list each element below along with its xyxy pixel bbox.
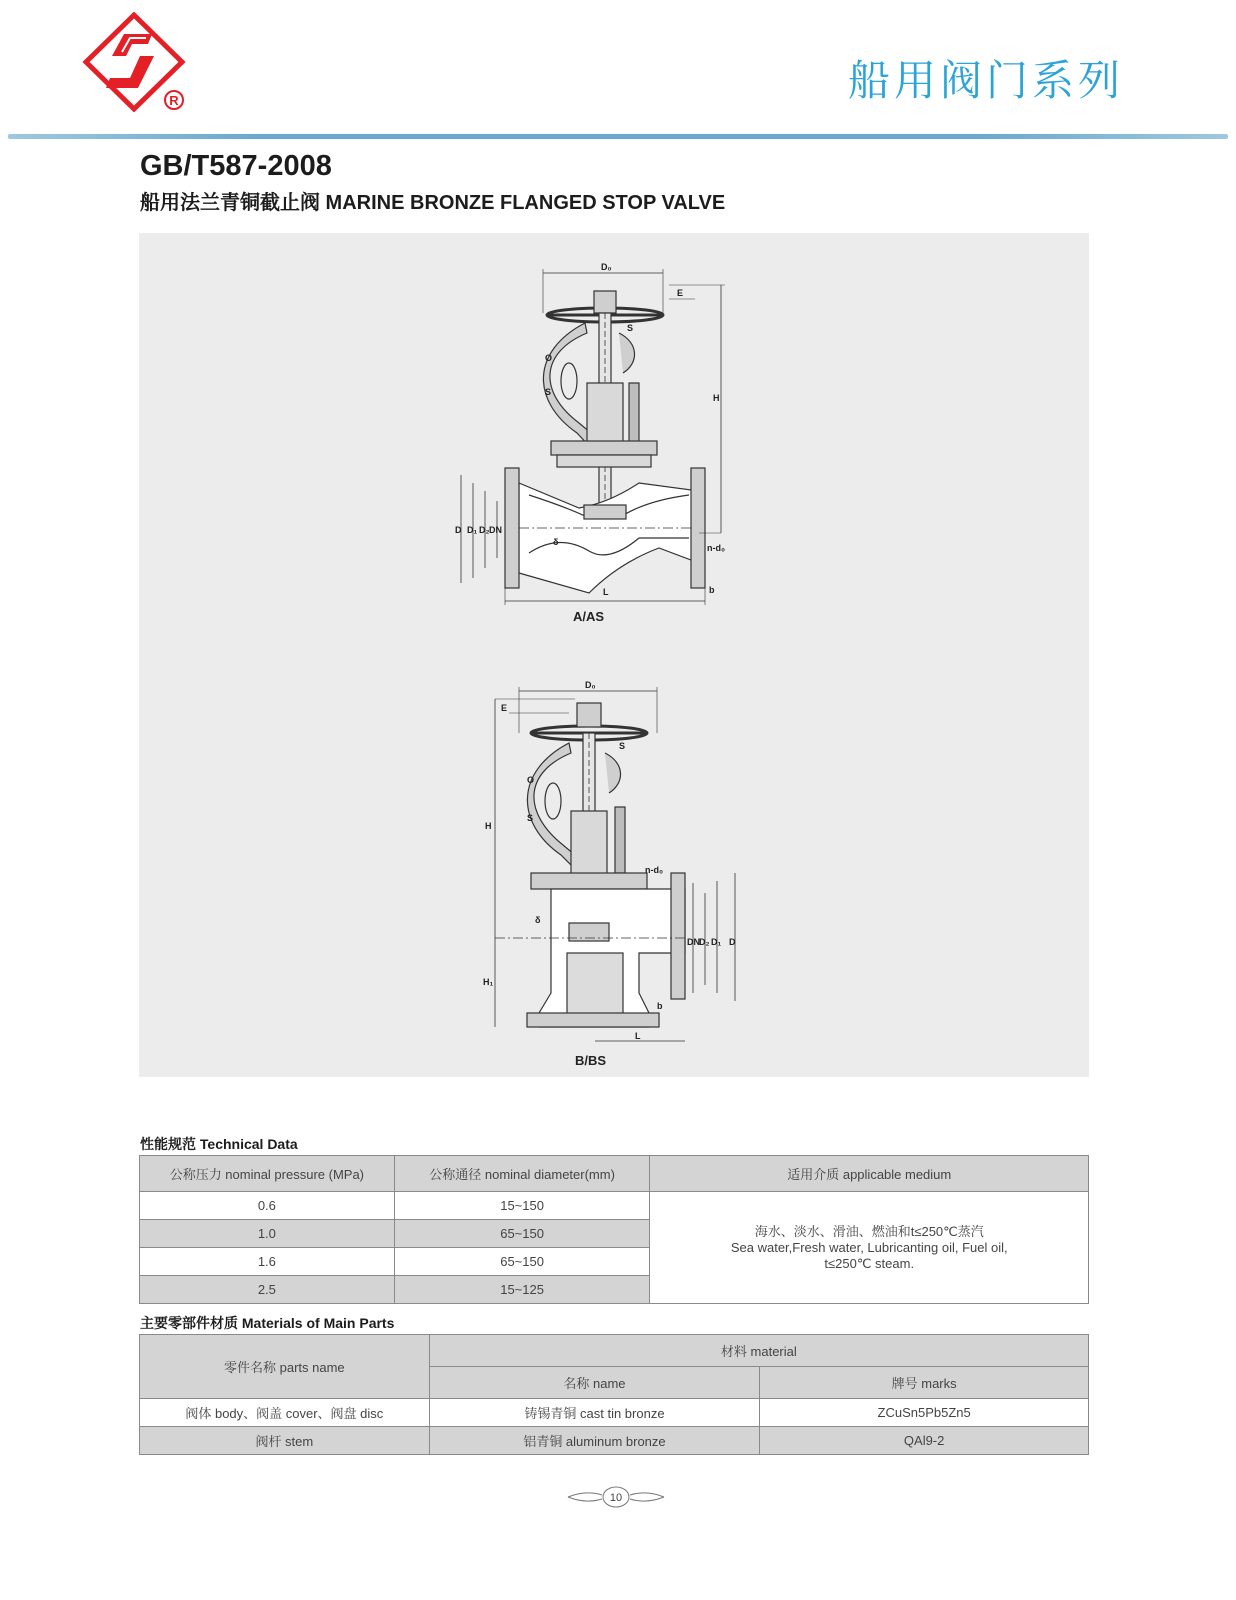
dim-label-s: S: [545, 387, 552, 397]
dim-label-nd0: n-d₀: [707, 543, 726, 553]
diameter-cell: 65~150: [394, 1220, 650, 1248]
materials-heading: 主要零部件材质 Materials of Main Parts: [140, 1315, 395, 1331]
materials-header-row: [140, 1335, 1089, 1367]
medium-en-line1: Sea water,Fresh water, Lubricanting oil, Fuel oil,: [730, 1239, 1008, 1255]
material-name-cell: 铝青铜 aluminum bronze: [429, 1427, 760, 1455]
page-number: 10: [609, 1492, 623, 1504]
dim-label-d0: D₀: [601, 262, 612, 272]
dim-label-dn-b: DN: [687, 937, 700, 947]
dim-label-b: b: [709, 585, 715, 595]
diameter-cell: 65~150: [394, 1248, 650, 1276]
svg-text:R: R: [169, 93, 179, 108]
col-header-diameter: 公称通径 nominal diameter(mm): [394, 1156, 650, 1192]
pressure-cell: 1.6: [140, 1248, 395, 1276]
dim-label-l: L: [603, 587, 609, 597]
col-header-material: 材料 material: [429, 1335, 1088, 1367]
table-row: [140, 1427, 1089, 1455]
figure-b-label: B/BS: [575, 1053, 607, 1068]
material-mark-cell: QAl9-2: [760, 1427, 1089, 1455]
materials-table: [139, 1334, 1089, 1455]
col-header-medium: 适用介质 applicable medium: [650, 1156, 1089, 1192]
dim-label-d0-b: D₀: [585, 680, 596, 690]
figure-a-label: A/AS: [573, 609, 605, 624]
dim-label-o: O: [545, 353, 553, 363]
medium-cell: [650, 1192, 1089, 1304]
dim-label-e: E: [677, 288, 684, 298]
dim-label-o-b: O: [527, 775, 535, 785]
dim-label-e-b: E: [501, 703, 508, 713]
dim-label-s-stem: S: [627, 323, 634, 333]
dim-label-d-b: D: [729, 937, 736, 947]
figure-b-drawing: [495, 687, 735, 1041]
dim-label-dn: DN: [489, 525, 502, 535]
figure-a-drawing: [461, 269, 725, 605]
dim-label-nd0-b: n-d₀: [645, 865, 664, 875]
pressure-cell: 1.0: [140, 1220, 395, 1248]
dim-label-h: H: [713, 393, 720, 403]
valve-drawings: [139, 233, 1089, 1077]
dim-label-h1-b: H₁: [483, 977, 494, 987]
dim-label-d1: D₁: [467, 525, 478, 535]
dim-label-h-b: H: [485, 821, 492, 831]
table-row: [140, 1192, 1089, 1220]
dim-label-l-b: L: [635, 1031, 641, 1041]
dim-label-delta: δ: [553, 537, 559, 547]
dim-label-s-stem-b: S: [619, 741, 626, 751]
dim-label-d1-b: D₁: [711, 937, 722, 947]
standard-code: GB/T587-2008: [140, 150, 332, 182]
technical-data-heading: 性能规范 Technical Data: [140, 1136, 298, 1152]
technical-drawing-panel: [139, 233, 1089, 1077]
diameter-cell: 15~150: [394, 1192, 650, 1220]
material-mark-cell: ZCuSn5Pb5Zn5: [760, 1399, 1089, 1427]
dim-label-b-b: b: [657, 1001, 663, 1011]
series-title: 船用阀门系列: [847, 56, 1124, 105]
material-name-cell: 铸锡青铜 cast tin bronze: [429, 1399, 760, 1427]
medium-en-line2: t≤250℃ steam.: [824, 1255, 915, 1271]
diameter-cell: 15~125: [394, 1276, 650, 1304]
dim-label-d2-b: D₂: [699, 937, 710, 947]
product-title: 船用法兰青铜截止阀 MARINE BRONZE FLANGED STOP VALVE: [140, 192, 726, 214]
page-number-ornament: [566, 1485, 666, 1509]
company-logo-icon: [82, 12, 192, 112]
pressure-cell: 0.6: [140, 1192, 395, 1220]
part-cell: 阀杆 stem: [140, 1427, 430, 1455]
table-row: [140, 1399, 1089, 1427]
dim-label-d: D: [455, 525, 462, 535]
dim-label-s-b: S: [527, 813, 534, 823]
technical-data-header-row: [140, 1156, 1089, 1192]
col-header-pressure: 公称压力 nominal pressure (MPa): [140, 1156, 395, 1192]
medium-cn: 海水、淡水、滑油、燃油和t≤250℃蒸汽: [754, 1223, 984, 1239]
col-header-name: 名称 name: [429, 1367, 760, 1399]
part-cell: 阀体 body、阀盖 cover、阀盘 disc: [140, 1399, 430, 1427]
header-divider: [8, 134, 1228, 139]
technical-data-table: [139, 1155, 1089, 1304]
dim-label-d2: D₂: [479, 525, 490, 535]
col-header-parts: 零件名称 parts name: [140, 1335, 430, 1399]
pressure-cell: 2.5: [140, 1276, 395, 1304]
col-header-marks: 牌号 marks: [760, 1367, 1089, 1399]
dim-label-delta-b: δ: [535, 915, 541, 925]
